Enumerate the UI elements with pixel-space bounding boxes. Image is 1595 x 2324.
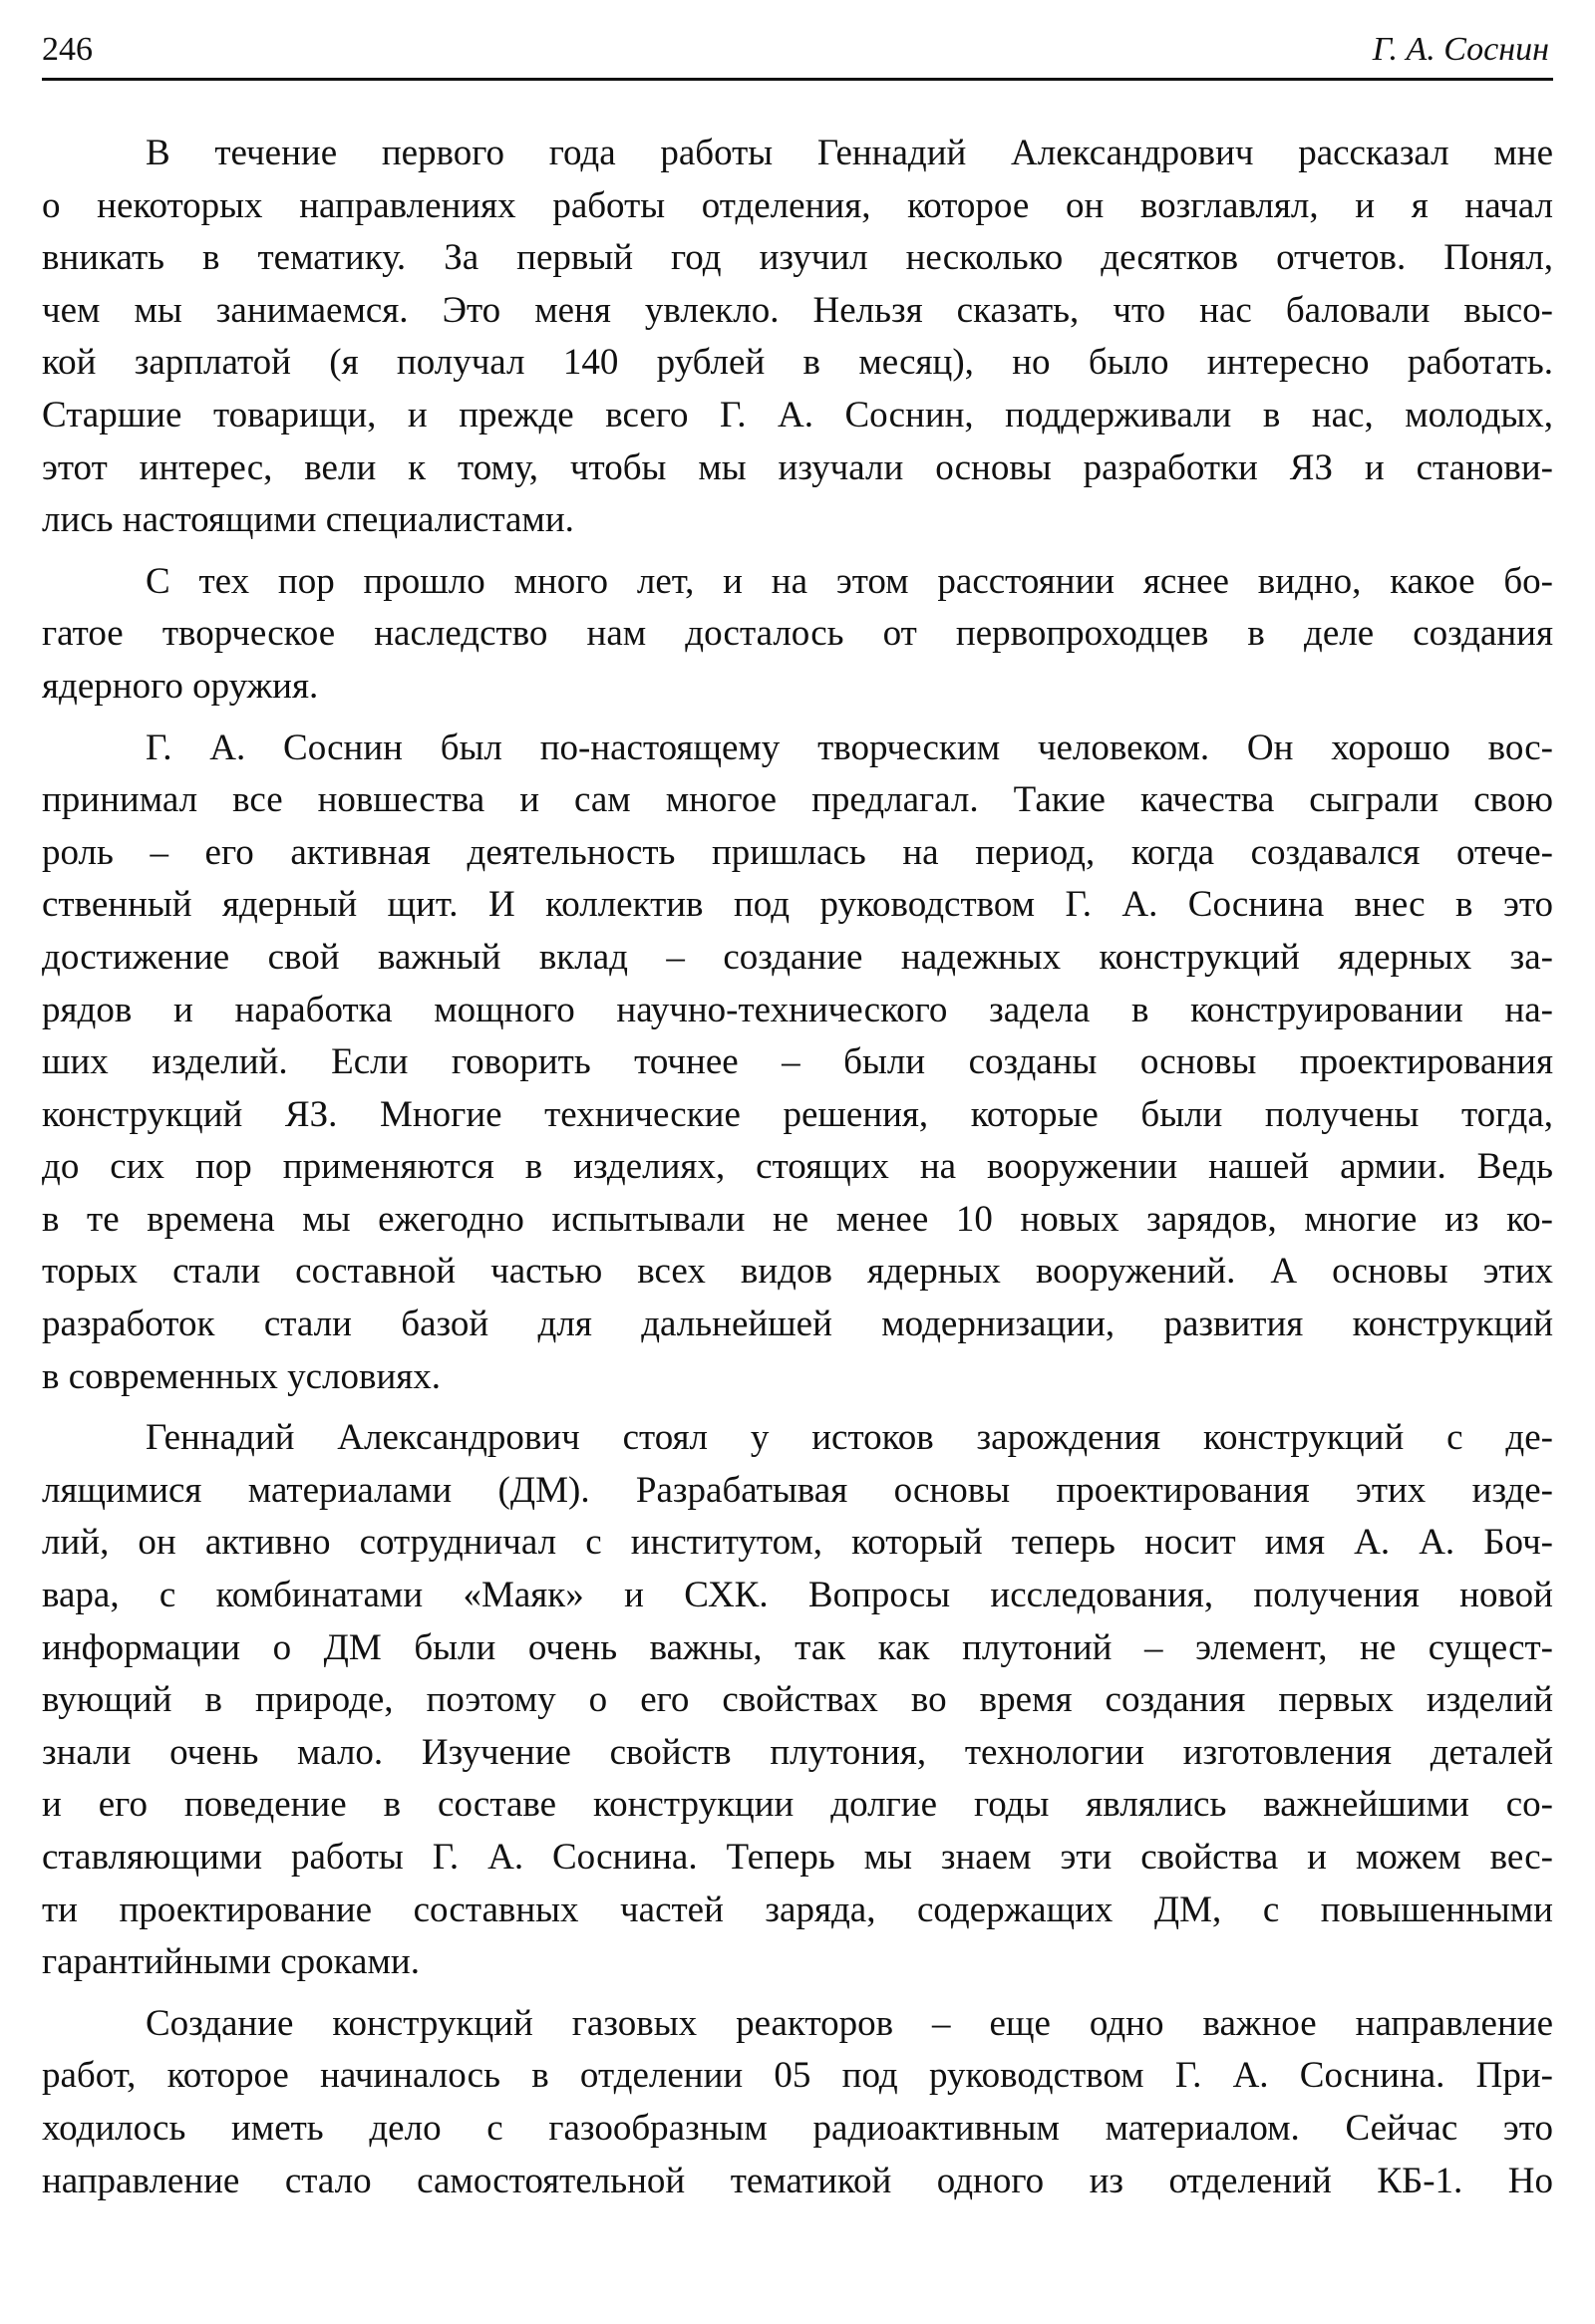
running-head [42,22,1553,81]
text-line: Создание конструкций газовых реакторов – еще одно важное направление [146,2002,1553,2044]
text-line: в современных условиях. [42,1355,442,1397]
text-line: работ, которое начиналось в отделении 05 под руководством Г. А. Соснина. При- [42,2055,1553,2097]
paragraph-1 [42,128,1553,547]
text-line: кой зарплатой (я получал 140 рублей в месяц), но было интересно работать. [42,342,1553,384]
text-line: С тех пор прошло много лет, и на этом расстоянии яснее видно, какое бо- [146,560,1553,602]
text-line: чем мы занимаемся. Это меня увлекло. Нельзя сказать, что нас баловали высо- [42,289,1553,331]
text-line: знали очень мало. Изучение свойств плутония, технологии изготовления деталей [42,1731,1553,1773]
text-line: Геннадий Александрович стоял у истоков зарождения конструкций с де- [146,1417,1553,1459]
text-line: вара, с комбинатами «Маяк» и СХК. Вопросы исследования, получения новой [42,1575,1553,1616]
text-line: ти проектирование составных частей заряда, содержащих ДМ, с повышенными [42,1888,1553,1930]
text-line: конструкций ЯЗ. Многие технические решения, которые были получены тогда, [42,1093,1553,1135]
book-page [42,0,1553,2324]
paragraph-4 [42,1412,1553,1989]
text-line: о некоторых направлениях работы отделения, которое он возглавлял, и я начал [42,184,1553,226]
paragraph-3 [42,723,1553,1404]
text-line: торых стали составной частью всех видов ядерных вооружений. А основы этих [42,1251,1553,1293]
paragraph-5 [42,1998,1553,2207]
text-line: ходилось иметь дело с газообразным радиоактивным материалом. Сейчас это [42,2107,1553,2149]
text-line: гатое творческое наследство нам досталось от первопроходцев в деле создания [42,613,1553,655]
text-line: роль – его активная деятельность пришлась на период, когда создавался отече- [42,831,1553,873]
body-text [42,128,1553,2207]
text-line: гарантийными сроками. [42,1941,420,1983]
text-line: в те времена мы ежегодно испытывали не менее 10 новых зарядов, многие из ко- [42,1198,1553,1240]
text-line: этот интерес, вели к тому, чтобы мы изучали основы разработки ЯЗ и станови- [42,446,1553,488]
text-line: и его поведение в составе конструкции долгие годы являлись важнейшими со- [42,1784,1553,1826]
text-line: информации о ДМ были очень важны, так как плутоний – элемент, не сущест- [42,1626,1553,1668]
text-line: В течение первого года работы Геннадий Александрович рассказал мне [146,133,1553,173]
page-number: 246 [42,31,93,68]
text-line: ших изделий. Если говорить точнее – были созданы основы проектирования [42,1041,1553,1083]
text-line: вникать в тематику. За первый год изучил несколько десятков отчетов. Понял, [42,237,1553,279]
text-line: лий, он активно сотрудничал с институтом, который теперь носит имя А. А. Боч- [42,1522,1553,1564]
paragraph-2 [42,556,1553,714]
text-line: лящимися материалами (ДМ). Разрабатывая основы проектирования этих изде- [42,1469,1553,1511]
text-line: до сих пор применяются в изделиях, стоящих на вооружении нашей армии. Ведь [42,1146,1553,1188]
text-line: ставляющими работы Г. А. Соснина. Теперь мы знаем эти свойства и можем вес- [42,1837,1553,1878]
text-line: Старшие товарищи, и прежде всего Г. А. Соснин, поддерживали в нас, молодых, [42,394,1553,436]
text-line: ственный ядерный щит. И коллектив под руководством Г. А. Соснина внес в это [42,884,1553,926]
text-line: принимал все новшества и сам многое предлагал. Такие качества сыграли свою [42,779,1553,821]
text-line: вующий в природе, поэтому о его свойствах во время создания первых изделий [42,1679,1553,1721]
text-line: ядерного оружия. [42,665,319,707]
text-line: разработок стали базой для дальнейшей модернизации, развития конструкций [42,1304,1553,1345]
text-line: достижение свой важный вклад – создание надежных конструкций ядерных за- [42,936,1553,978]
running-head-author: Г. А. Соснин [1372,31,1549,68]
text-line: направление стало самостоятельной тематикой одного из отделений КБ-1. Но [42,2160,1553,2201]
text-line: рядов и наработка мощного научно-технического задела в конструировании на- [42,989,1553,1030]
text-line: Г. А. Соснин был по-настоящему творческим человеком. Он хорошо вос- [146,726,1553,768]
text-line: лись настоящими специалистами. [42,499,574,541]
